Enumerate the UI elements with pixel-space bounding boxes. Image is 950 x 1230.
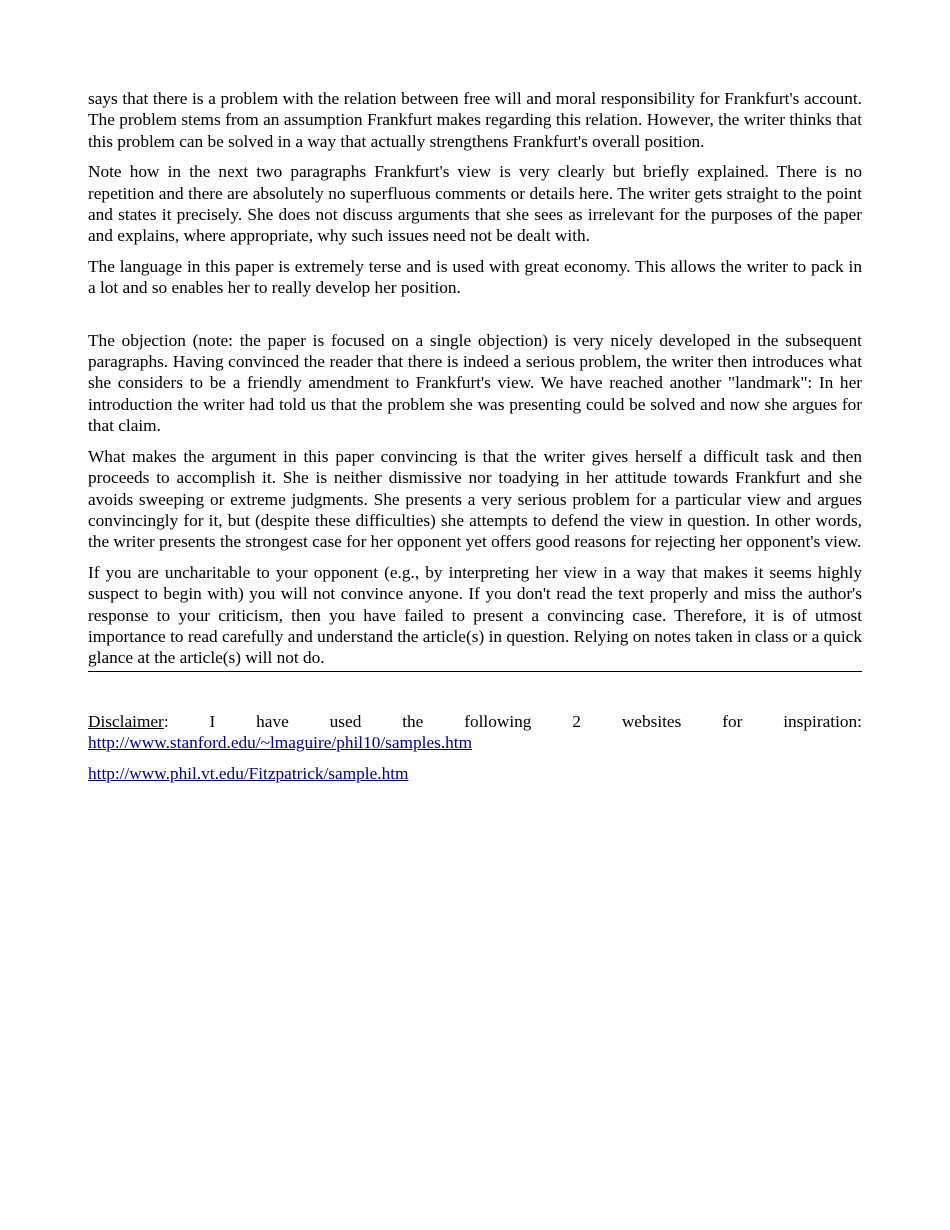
disclaimer-label: Disclaimer (88, 711, 164, 731)
disclaimer-heading (88, 711, 169, 732)
vt-link-line (88, 763, 862, 784)
paragraph-5: What makes the argument in this paper convincing is that the writer gives herself a difficult task and then proceeds to accomplish it. She is neither dismissive nor toadying in her attitude towards Frankfurt and she avoids sweeping or extreme judgments. She presents a very serious problem for a particular view and argues convincingly for it, but (despite these difficulties) she attempts to defend the view in question. In other words, the writer presents the strongest case for her opponent yet offers good reasons for rejecting her opponent's view. (88, 446, 862, 552)
paragraph-1: says that there is a problem with the relation between free will and moral responsibility for Frankfurt's account. The problem stems from an assumption Frankfurt makes regarding this relation. However, the writer thinks that this problem can be solved in a way that actually strengthens Frankfurt's overall position. (88, 89, 862, 151)
paragraph-3: The language in this paper is extremely terse and is used with great economy. This allows the writer to pack in a lot and so enables her to really develop her position. (88, 256, 862, 298)
paragraph-2: Note how in the next two paragraphs Frankfurt's view is very clearly but briefly explained. There is no repetition and there are absolutely no superfluous comments or details here. The writer gets straight to the point and states it precisely. She does not discuss arguments that she sees as irrelevant for the purposes of the paper and explains, where appropriate, why such issues need not be dealt with. (88, 162, 862, 246)
vt-link[interactable]: http://www.phil.vt.edu/Fitzpatrick/sample.htm (88, 763, 409, 783)
disclaimer-word: have (256, 711, 289, 731)
document-page (88, 88, 862, 793)
paragraph-6: If you are uncharitable to your opponent (e.g., by interpreting her view in a way that makes it seems highly suspect to begin with) you will not convince anyone. If you don't read the text properly and miss the author's response to your criticism, then you have failed to present a convincing case. Therefore, it is of utmost importance to read carefully and understand the article(s) in question. Relying on notes taken in class or a quick glance at the article(s) will not do. (88, 562, 862, 668)
horizontal-rule (88, 671, 862, 672)
disclaimer (88, 711, 862, 754)
disclaimer-word: used (329, 711, 362, 731)
stanford-link[interactable]: http://www.stanford.edu/~lmaguire/phil10/samples.htm (88, 733, 473, 753)
disclaimer-word: 2 (572, 711, 581, 731)
disclaimer-word: following (464, 711, 532, 731)
disclaimer-word: inspiration: (783, 711, 862, 731)
disclaimer-word: websites (621, 711, 682, 731)
disclaimer-line (88, 711, 862, 732)
disclaimer-colon: : (163, 711, 169, 731)
disclaimer-word: I (209, 711, 216, 731)
disclaimer-word: for (722, 711, 743, 731)
paragraph-4: The objection (note: the paper is focused on a single objection) is very nicely developed in the subsequent paragraphs. Having convinced the reader that there is indeed a serious problem, the writer then introduces what she considers to be a friendly amendment to Frankfurt's view. We have reached another "landmark": In her introduction the writer had told us that the problem she was presenting could be solved and now she argues for that claim. (88, 330, 862, 436)
disclaimer-word: the (402, 711, 424, 731)
